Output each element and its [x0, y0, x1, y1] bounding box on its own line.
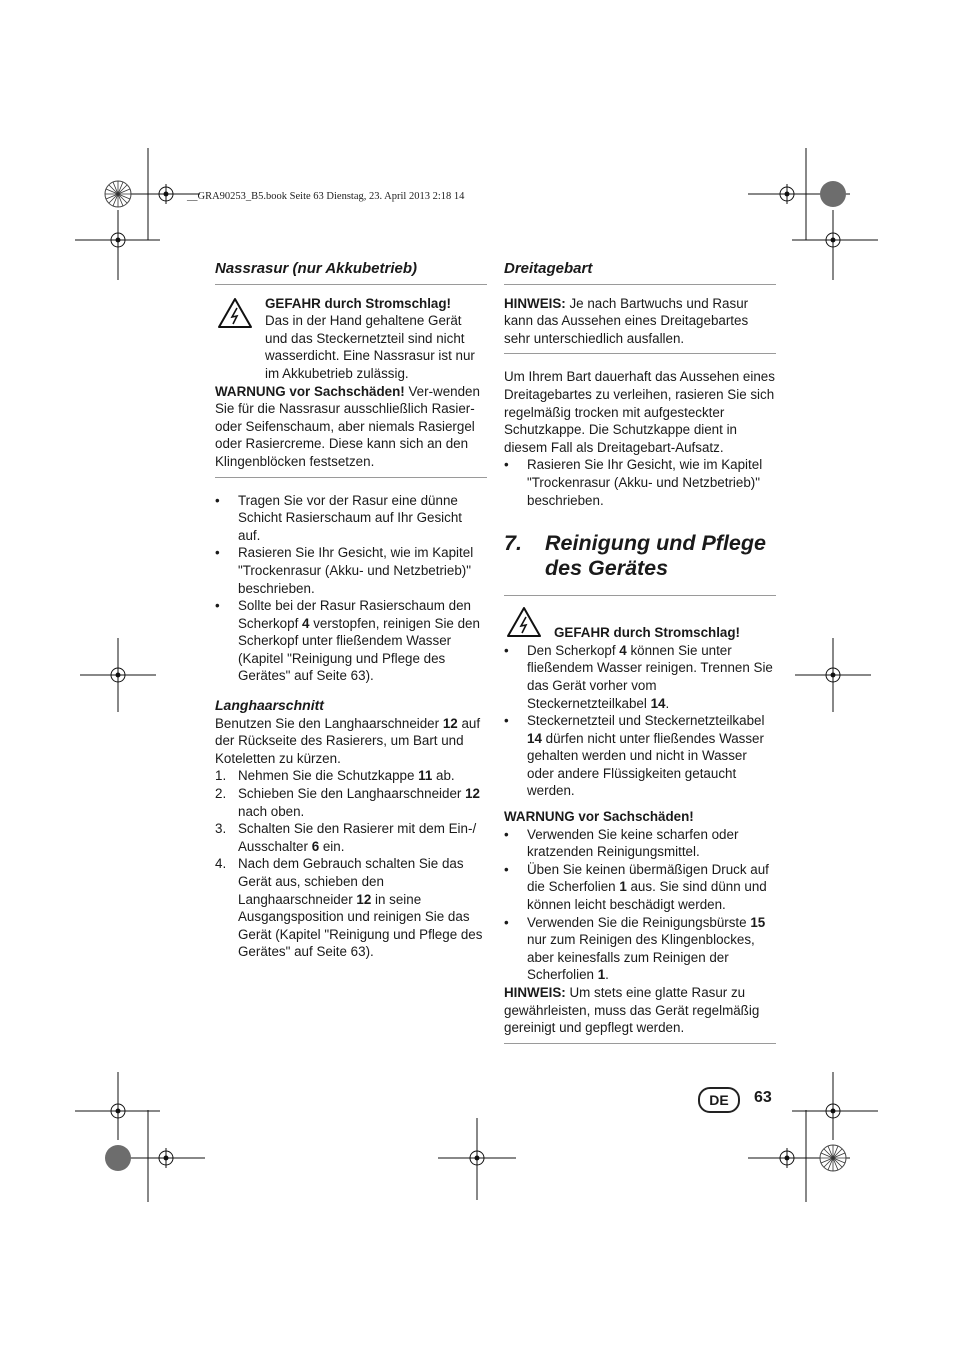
note2-paragraph [504, 984, 776, 1037]
warning-text: Ver-wenden Sie für die Nassrasur ausschließlich Rasier- oder Seifenschaum, aber niemals Rasiergel oder Rasiercreme. Diese kann sich an den Klingenblöcken festsetzen. [215, 383, 480, 469]
chapter-heading [504, 531, 776, 581]
list-item: 4. Nach dem Gebrauch schalten Sie das Gerät aus, schieben den Langhaarschneider 12 in seine Ausgangsposition und reinigen Sie das Gerät (Kapitel "Reinigung und Pflege des Gerätes" auf Seite 63). [215, 856, 483, 960]
subsection-title-langhaarschnitt: Langhaarschnitt [215, 697, 324, 714]
note-label: HINWEIS: [504, 295, 566, 311]
list-item: • Steckernetzteil und Steckernetzteilkabel 14 dürfen nicht unter fließendes Wasser gehalten werden und nicht in Wasser oder andere Flüssigkeiten getaucht werden. [504, 713, 765, 799]
list-item: 3. Schalten Sie den Rasierer mit dem Ein-/ Ausschalter 6 ein. [215, 821, 477, 854]
electric-hazard-icon [506, 606, 542, 638]
danger-title: GEFAHR durch Stromschlag! [554, 625, 741, 641]
list-item: • Den Scherkopf 4 können Sie unter fließendem Wasser reinigen. Trennen Sie das Gerät vorher vom Steckernetzteilkabel 14. [504, 642, 773, 711]
note-text: Je nach Bartwuchs und Rasur kann das Aussehen eines Dreitagebartes sehr unterschiedlich ausfallen. [504, 295, 749, 346]
danger-title: GEFAHR durch Stromschlag! [265, 295, 452, 311]
chapter-number: 7. [504, 531, 522, 556]
right-column [504, 256, 776, 1044]
section-title-nassrasur: Nassrasur (nur Akkubetrieb) [215, 260, 418, 277]
divider [504, 595, 776, 596]
warning-paragraph [215, 383, 487, 471]
chapter-title: Reinigung und Pflege des Gerätes [545, 531, 766, 581]
left-column [215, 256, 487, 961]
book-info-header: __GRA90253_B5.book Seite 63 Dienstag, 23. April 2013 2:18 14 [187, 191, 465, 202]
warning-title: WARNUNG vor Sachschäden! [504, 809, 694, 825]
note-paragraph [504, 295, 776, 348]
note-label: HINWEIS: [504, 985, 566, 1000]
warning-title: WARNUNG vor Sachschäden! [215, 383, 405, 399]
list-item: • Verwenden Sie die Reinigungsbürste 15 nur zum Reinigen des Klingenblockes, aber keinesfalls zum Reinigen der Scherfolien 1. [504, 914, 766, 983]
section-title-dreitagebart: Dreitagebart [504, 260, 593, 277]
language-badge: DE [698, 1087, 740, 1113]
note-text: Um stets eine glatte Rasur zu gewährleisten, muss das Gerät regelmäßig gereinigt und gepflegt werden. [504, 985, 760, 1036]
langhaar-intro: Benutzen Sie den Langhaarschneider 12 auf der Rückseite des Rasierers, um Bart und Koteletten zu kürzen. [215, 715, 481, 766]
divider [504, 1043, 776, 1044]
list-item: • Tragen Sie vor der Rasur eine dünne Schicht Rasierschaum auf Ihr Gesicht auf. [215, 492, 463, 543]
danger-text: Das in der Hand gehaltene Gerät und das Steckernetzteil sind nicht wasserdicht. Eine Nassrasur ist nur im Akkubetrieb zulässig. [265, 313, 475, 381]
page-number: 63 [754, 1089, 772, 1106]
dreitagebart-bullets [504, 456, 776, 509]
warning-bullets [504, 826, 776, 984]
nassrasur-bullets [215, 492, 487, 686]
danger-box [215, 295, 487, 383]
dreitagebart-paragraph: Um Ihrem Bart dauerhaft das Aussehen eines Dreitagebartes zu verleihen, rasieren Sie sich regelmäßig trocken mit aufgesteckter Schutzkappe. Die Schutzkappe dient in diesem Fall als Dreitagebart-Aufsatz. [504, 369, 775, 455]
list-item: 2. Schieben Sie den Langhaarschneider 12 nach oben. [215, 786, 480, 819]
langhaar-steps [215, 767, 487, 961]
list-item: 1. Nehmen Sie die Schutzkappe 11 ab. [215, 768, 455, 784]
list-item: • Üben Sie keinen übermäßigen Druck auf die Scherfolien 1 aus. Sie sind dünn und können leicht beschädigt werden. [504, 861, 769, 913]
danger-bullets [504, 642, 776, 800]
divider [215, 284, 487, 285]
electric-hazard-icon [217, 297, 253, 329]
list-item: • Verwenden Sie keine scharfen oder kratzenden Reinigungsmittel. [504, 826, 739, 860]
list-item: • Rasieren Sie Ihr Gesicht, wie im Kapitel "Trockenrasur (Akku- und Netzbetrieb)" beschrieben. [504, 457, 763, 508]
danger-box [504, 606, 776, 642]
list-item: • Sollte bei der Rasur Rasierschaum den Scherkopf 4 verstopfen, reinigen Sie den Scherkopf unter fließendem Wasser (Kapitel "Reinigung und Pflege des Gerätes" auf Seite 63). [215, 598, 480, 684]
list-item: • Rasieren Sie Ihr Gesicht, wie im Kapitel "Trockenrasur (Akku- und Netzbetrieb)" beschrieben. [215, 545, 474, 596]
